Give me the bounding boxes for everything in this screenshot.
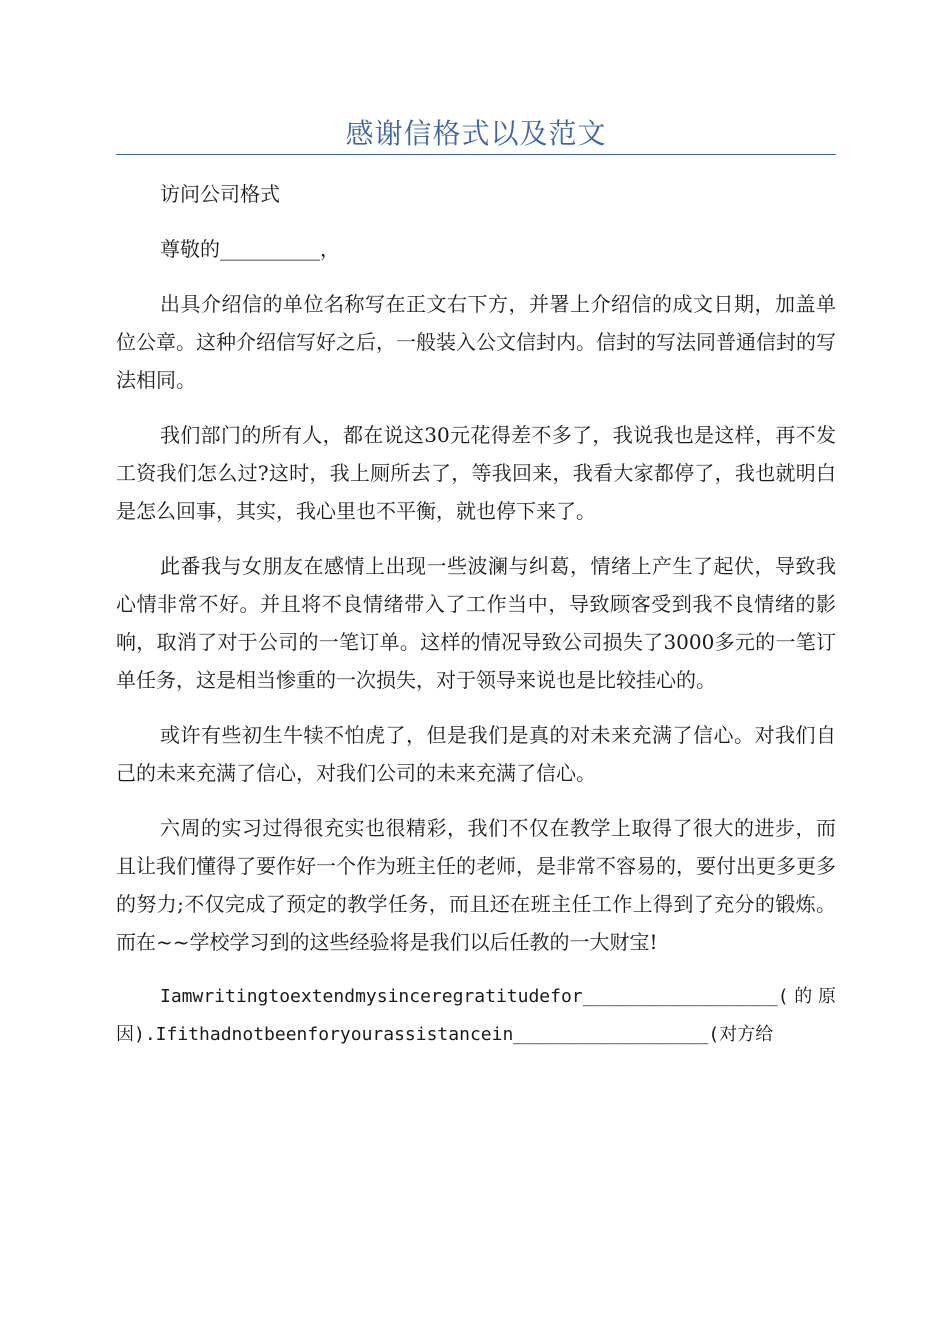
paragraph-intro-letter: 出具介绍信的单位名称写在正文右下方，并署上介绍信的成文日期，加盖单位公章。这种介绍信写好之后，一般装入公文信封内。信封的写法同普通信封的写法相同。	[116, 292, 836, 392]
paragraph-department: 我们部门的所有人，都在说这30元花得差不多了，我说我也是这样，再不发工资我们怎么过?这时，我上厕所去了，等我回来，我看大家都停了，我也就明白是怎么回事，其实，我心里也不平衡，就也停下来了。	[116, 423, 836, 523]
paragraph-english-template: Iamwritingtoextendmysinceregratitudefor__________________(的原因).Ifithadnotbeenforyourassistancein__________________(对方给	[116, 986, 836, 1045]
document-body	[116, 175, 836, 1071]
paragraph-salutation: 尊敬的__________，	[160, 237, 340, 261]
paragraph-visit-format: 访问公司格式	[160, 182, 280, 206]
paragraph-confidence: 或许有些初生牛犊不怕虎了，但是我们是真的对未来充满了信心。对我们自己的未来充满了信心，对我们公司的未来充满了信心。	[116, 723, 836, 785]
title-underline	[116, 154, 836, 155]
document-title: 感谢信格式以及范文	[345, 117, 607, 150]
paragraph-apology: 此番我与女朋友在感情上出现一些波澜与纠葛，情绪上产生了起伏，导致我心情非常不好。并且将不良情绪带入了工作当中，导致顾客受到我不良情绪的影响，取消了对于公司的一笔订单。这样的情况导致公司损失了3000多元的一笔订单任务，这是相当惨重的一次损失，对于领导来说也是比较挂心的。	[116, 554, 836, 692]
paragraph-internship: 六周的实习过得很充实也很精彩，我们不仅在教学上取得了很大的进步，而且让我们懂得了要作好一个作为班主任的老师，是非常不容易的，要付出更多更多的努力;不仅完成了预定的教学任务，而且还在班主任工作上得到了充分的锻炼。而在~~学校学习到的这些经验将是我们以后任教的一大财宝!	[116, 816, 836, 954]
